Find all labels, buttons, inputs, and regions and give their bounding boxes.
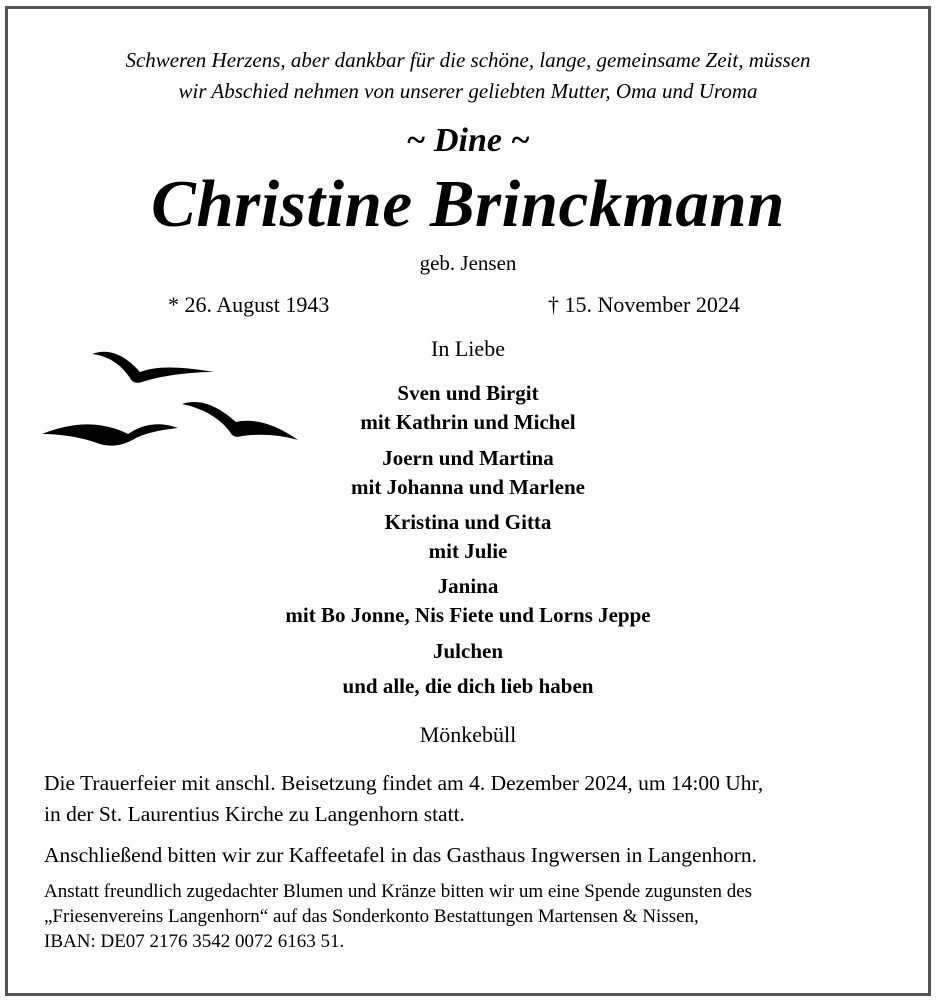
nickname: ~ Dine ~ <box>406 122 530 159</box>
funeral-line-2: in der St. Laurentius Kirche zu Langenhorn statt. <box>44 802 465 826</box>
intro-text <box>0 45 936 107</box>
in-love-label: In Liebe <box>431 336 505 361</box>
intro-line-1: Schweren Herzens, aber dankbar für die schöne, lange, gemeinsame Zeit, müssen <box>125 48 811 72</box>
seagull-icon <box>92 352 214 383</box>
family-name: Sven und Birgit <box>397 381 539 405</box>
donation-line-3: IBAN: DE07 2176 3542 0072 6163 51. <box>44 931 345 952</box>
family-name: Janina <box>437 574 499 598</box>
donation-line-2: „Friesenvereins Langenhorn“ auf das Sonderkonto Bestattungen Martensen & Nissen, <box>44 906 699 927</box>
deceased-name: Christine Brinckmann <box>151 167 785 241</box>
family-name: mit Kathrin und Michel <box>360 410 576 434</box>
maiden-name: geb. Jensen <box>419 251 517 275</box>
intro-line-2: wir Abschied nehmen von unserer geliebten Mutter, Oma und Uroma <box>178 79 758 103</box>
place-name: Mönkebüll <box>419 722 517 747</box>
family-name: und alle, die dich lieb haben <box>342 674 594 698</box>
family-name: Julchen <box>432 639 503 663</box>
family-name: Joern und Martina <box>382 446 554 470</box>
family-name: mit Johanna und Marlene <box>351 475 585 499</box>
funeral-line-1: Die Trauerfeier mit anschl. Beisetzung findet am 4. Dezember 2024, um 14:00 Uhr, <box>44 771 764 795</box>
family-name: Kristina und Gitta <box>384 510 552 534</box>
family-name: mit Julie <box>428 539 508 563</box>
birth-date: * 26. August 1943 <box>168 292 330 317</box>
death-date: † 15. November 2024 <box>548 292 740 317</box>
donation-line-1: Anstatt freundlich zugedachter Blumen und Kränze bitten wir um eine Spende zugunsten des <box>44 881 753 902</box>
coffee-notice: Anschließend bitten wir zur Kaffeetafel in das Gasthaus Ingwersen in Langenhorn. <box>44 843 758 867</box>
family-name: mit Bo Jonne, Nis Fiete und Lorns Jeppe <box>285 603 651 627</box>
